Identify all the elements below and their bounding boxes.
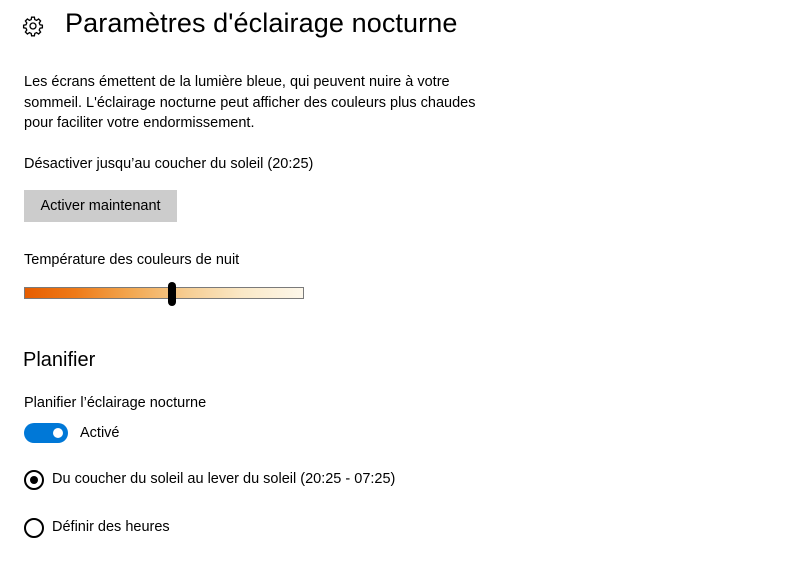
page-title: Paramètres d'éclairage nocturne bbox=[65, 8, 458, 38]
radio-sunset-to-sunrise-label[interactable]: Du coucher du soleil au lever du soleil (20:25 - 07:25) bbox=[52, 471, 396, 487]
radio-selected-dot bbox=[30, 476, 38, 484]
radio-set-hours[interactable] bbox=[24, 518, 44, 538]
radio-sunset-to-sunrise[interactable] bbox=[24, 470, 44, 490]
radio-set-hours-label[interactable]: Définir des heures bbox=[52, 519, 170, 535]
schedule-section-heading: Planifier bbox=[23, 349, 96, 371]
schedule-night-light-label: Planifier l’éclairage nocturne bbox=[24, 395, 207, 411]
gear-icon bbox=[22, 15, 44, 37]
schedule-toggle-state: Activé bbox=[80, 425, 120, 441]
toggle-knob bbox=[53, 428, 63, 438]
color-temperature-slider-track[interactable] bbox=[24, 287, 304, 299]
color-temperature-label: Température des couleurs de nuit bbox=[24, 252, 240, 268]
activate-now-button[interactable]: Activer maintenant bbox=[24, 190, 177, 222]
color-temperature-slider-thumb[interactable] bbox=[168, 282, 176, 306]
description-text: Les écrans émettent de la lumière bleue, qui peuvent nuire à votre sommeil. L'éclairage nocturne peut afficher des couleurs plus chaudes pour faciliter votre endormissement. bbox=[24, 74, 476, 131]
schedule-toggle-switch[interactable] bbox=[24, 423, 68, 443]
night-light-status: Désactiver jusqu’au coucher du soleil (20:25) bbox=[24, 156, 314, 172]
